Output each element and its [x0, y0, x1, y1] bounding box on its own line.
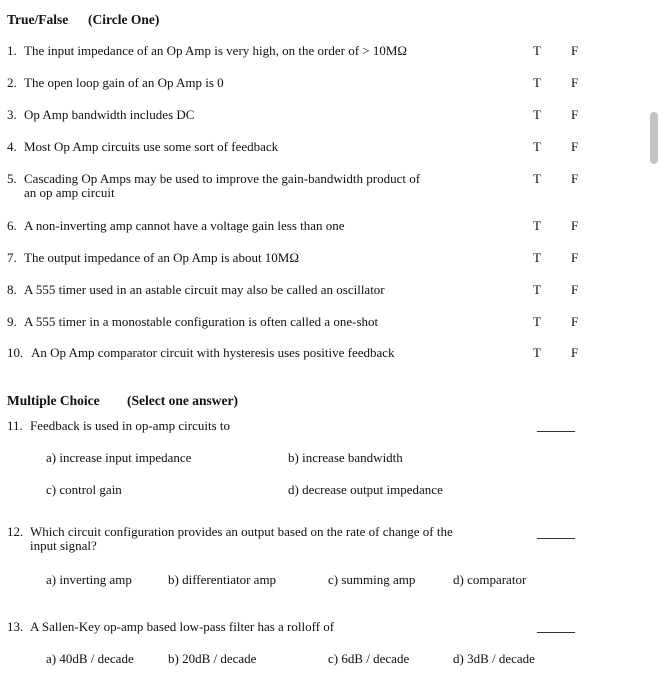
tf-section-title: True/False	[7, 12, 69, 27]
question-number: 1.	[7, 43, 17, 58]
true-option[interactable]: T	[533, 43, 541, 58]
question-number: 12.	[7, 524, 24, 539]
tf-section-instruction: (Circle One)	[88, 12, 160, 27]
question-number: 2.	[7, 75, 17, 90]
false-option[interactable]: F	[571, 250, 579, 265]
answer-blank[interactable]	[537, 632, 575, 633]
false-option[interactable]: F	[571, 314, 579, 329]
false-option[interactable]: F	[571, 139, 579, 154]
question-number: 3.	[7, 107, 17, 122]
scrollbar-track[interactable]	[649, 0, 659, 697]
question-number: 10.	[7, 345, 24, 360]
question-text: Cascading Op Amps may be used to improve the gain-bandwidth product of	[24, 171, 421, 186]
question-number: 4.	[7, 139, 17, 154]
question-number: 5.	[7, 171, 17, 186]
answer-option[interactable]: c) summing amp	[328, 572, 416, 587]
false-option[interactable]: F	[571, 218, 579, 233]
answer-option[interactable]: d) comparator	[453, 572, 527, 587]
answer-option[interactable]: c) control gain	[46, 482, 122, 497]
question-text: The open loop gain of an Op Amp is 0	[24, 75, 224, 90]
answer-option[interactable]: a) 40dB / decade	[46, 651, 134, 666]
scrollbar-thumb[interactable]	[650, 112, 658, 164]
answer-blank[interactable]	[537, 538, 575, 539]
question-text: Op Amp bandwidth includes DC	[24, 107, 195, 122]
question-text: The input impedance of an Op Amp is very high, on the order of > 10MΩ	[24, 43, 408, 58]
false-option[interactable]: F	[571, 75, 579, 90]
question-number: 8.	[7, 282, 17, 297]
answer-blank[interactable]	[537, 431, 575, 432]
answer-option[interactable]: a) inverting amp	[46, 572, 132, 587]
answer-option[interactable]: b) differentiator amp	[168, 572, 277, 587]
answer-option[interactable]: b) 20dB / decade	[168, 651, 257, 666]
true-option[interactable]: T	[533, 250, 541, 265]
true-option[interactable]: T	[533, 345, 541, 360]
answer-option[interactable]: c) 6dB / decade	[328, 651, 410, 666]
question-number: 13.	[7, 619, 24, 634]
true-option[interactable]: T	[533, 218, 541, 233]
false-option[interactable]: F	[571, 345, 579, 360]
true-option[interactable]: T	[533, 139, 541, 154]
question-text-continued: input signal?	[30, 538, 97, 553]
answer-option[interactable]: b) increase bandwidth	[288, 450, 403, 465]
false-option[interactable]: F	[571, 282, 579, 297]
question-text: Which circuit configuration provides an output based on the rate of change of the	[30, 524, 453, 539]
true-option[interactable]: T	[533, 107, 541, 122]
false-option[interactable]: F	[571, 171, 579, 186]
question-text: Most Op Amp circuits use some sort of feedback	[24, 139, 279, 154]
question-text-continued: an op amp circuit	[24, 185, 115, 200]
question-text: A 555 timer used in an astable circuit may also be called an oscillator	[24, 282, 385, 297]
mc-section-title: Multiple Choice	[7, 393, 100, 408]
question-text: An Op Amp comparator circuit with hysteresis uses positive feedback	[31, 345, 395, 360]
answer-option[interactable]: d) decrease output impedance	[288, 482, 443, 497]
answer-option[interactable]: d) 3dB / decade	[453, 651, 535, 666]
false-option[interactable]: F	[571, 107, 579, 122]
true-option[interactable]: T	[533, 314, 541, 329]
question-text: Feedback is used in op-amp circuits to	[30, 418, 231, 433]
question-text: A 555 timer in a monostable configuration is often called a one-shot	[24, 314, 379, 329]
question-number: 7.	[7, 250, 17, 265]
true-option[interactable]: T	[533, 282, 541, 297]
question-text: A non-inverting amp cannot have a voltage gain less than one	[24, 218, 345, 233]
question-text: A Sallen-Key op-amp based low-pass filter has a rolloff of	[30, 619, 335, 634]
question-number: 11.	[7, 418, 23, 433]
question-text: The output impedance of an Op Amp is about 10MΩ	[24, 250, 300, 265]
mc-section-instruction: (Select one answer)	[127, 393, 238, 408]
question-number: 9.	[7, 314, 17, 329]
false-option[interactable]: F	[571, 43, 579, 58]
question-number: 6.	[7, 218, 17, 233]
answer-option[interactable]: a) increase input impedance	[46, 450, 192, 465]
true-option[interactable]: T	[533, 171, 541, 186]
true-option[interactable]: T	[533, 75, 541, 90]
